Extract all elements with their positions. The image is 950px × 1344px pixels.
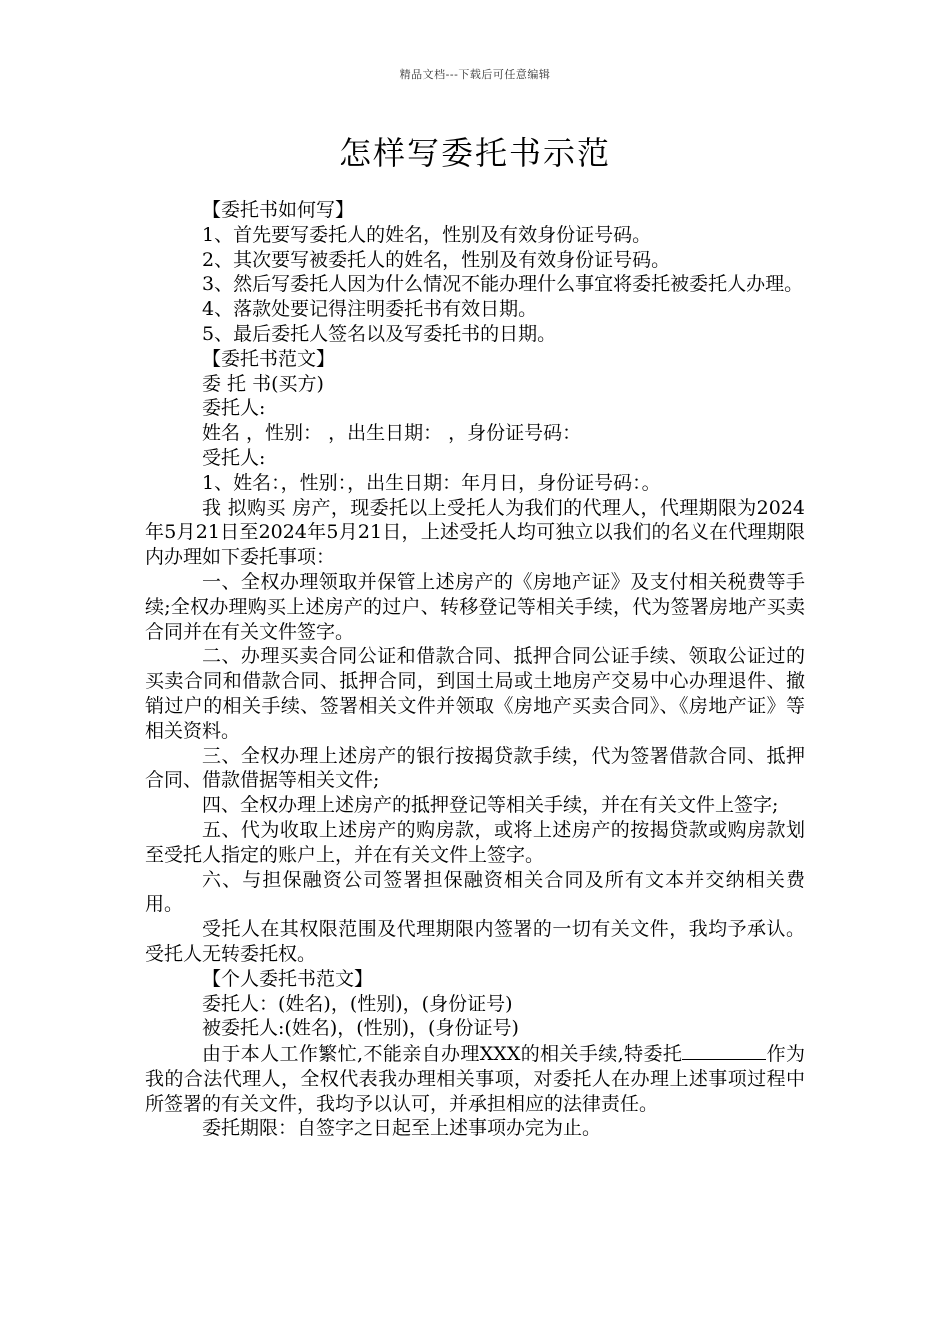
blank-line bbox=[724, 1041, 766, 1060]
how-to-step: 5、最后委托人签名以及写委托书的日期。 bbox=[202, 322, 557, 345]
how-to-step: 2、其次要写被委托人的姓名，性别及有效身份证号码。 bbox=[202, 248, 671, 271]
personal-term: 委托期限：自签字之日起至上述事项办完为止。 bbox=[202, 1117, 602, 1140]
how-to-step: 4、落款处要记得注明委托书有效日期。 bbox=[202, 298, 538, 321]
sample-line: 姓名 ，性别： ，出生日期： ，身份证号码： bbox=[202, 422, 582, 445]
how-to-heading: 【委托书如何写】 bbox=[202, 199, 355, 221]
sample-line: 受托人: bbox=[202, 446, 266, 469]
document-body bbox=[145, 198, 805, 1141]
sample-paragraph: 我 拟购买 房产，现委托以上受托人为我们的代理人，代理期限为2024年5月21日至2024年5月21日，上述受托人均可独立以我们的名义在代理期限内办理如下委托事项： bbox=[145, 496, 805, 569]
personal-agent: 被委托人:(姓名)，(性别)，(身份证号) bbox=[202, 1017, 519, 1040]
how-to-step: 1、首先要写委托人的姓名，性别及有效身份证号码。 bbox=[202, 223, 652, 246]
sample-paragraph: 五、代为收取上述房产的购房款，或将上述房产的按揭贷款或购房款划至受托人指定的账户上，并在有关文件上签字。 bbox=[145, 818, 805, 866]
sample-paragraph: 四、全权办理上述房产的抵押登记等相关手续，并在有关文件上签字; bbox=[202, 794, 779, 817]
document-title: 怎样写委托书示范 bbox=[338, 134, 611, 172]
sample-line: 委托人: bbox=[202, 397, 266, 420]
how-to-step: 3、然后写委托人因为什么情况不能办理什么事宜将委托被委托人办理。 bbox=[202, 273, 804, 296]
sample-subtitle: 委 托 书(买方) bbox=[202, 372, 324, 395]
blank-line bbox=[682, 1041, 724, 1060]
personal-body bbox=[145, 1041, 805, 1116]
sample-line: 1、姓名：，性别：，出生日期：年月日，身份证号码：。 bbox=[202, 471, 661, 494]
sample-paragraph: 一、全权办理领取并保管上述房产的《房地产证》及支付相关税费等手续;全权办理购买上述房产的过户、转移登记等相关手续，代为签署房地产买卖合同并在有关文件签字。 bbox=[145, 570, 805, 643]
sample-paragraph: 六、与担保融资公司签署担保融资相关合同及所有文本并交纳相关费用。 bbox=[145, 868, 805, 916]
sample-paragraph: 受托人在其权限范围及代理期限内签署的一切有关文件，我均予承认。受托人无转委托权。 bbox=[145, 918, 805, 965]
sample-paragraph: 二、办理买卖合同公证和借款合同、抵押合同公证手续、领取公证过的买卖合同和借款合同、抵押合同，到国土局或土地房产交易中心办理退件、撤销过户的相关手续、签署相关文件并领取《房地产买卖合同》、《房地产证》等相关资料。 bbox=[145, 645, 805, 742]
personal-heading: 【个人委托书范文】 bbox=[202, 967, 374, 990]
page-header: 精品文档---下载后可任意编辑 bbox=[399, 68, 551, 81]
personal-principal: 委托人：(姓名)，(性别)，(身份证号) bbox=[202, 992, 513, 1015]
personal-body-end: 作为我的合法代理人，全权代表我办理相关事项，对委托人在办理上述事项过程中所签署的有关文件，我均予以认可，并承担相应的法律责任。 bbox=[145, 1043, 805, 1115]
sample-heading: 【委托书范文】 bbox=[202, 347, 336, 370]
personal-body-start: 由于本人工作繁忙,不能亲自办理XXX的相关手续,特委托 bbox=[202, 1043, 683, 1066]
sample-paragraph: 三、全权办理上述房产的银行按揭贷款手续，代为签署借款合同、抵押合同、借款借据等相关文件; bbox=[145, 744, 805, 792]
